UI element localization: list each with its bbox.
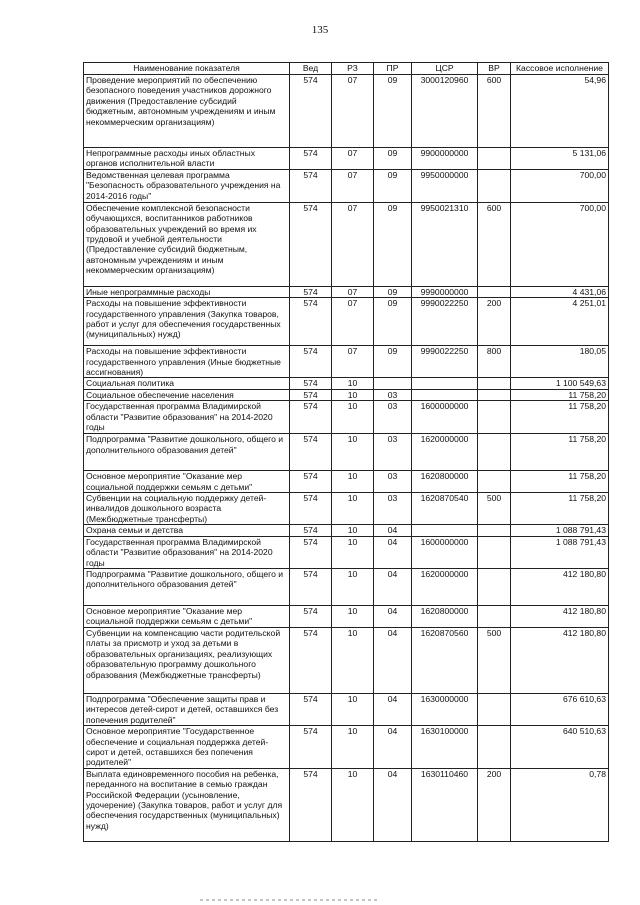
cell-amount: 412 180,80 bbox=[511, 568, 609, 605]
table-row bbox=[84, 568, 609, 605]
cell-rz: 07 bbox=[332, 286, 374, 297]
cell-amount: 180,05 bbox=[511, 346, 609, 378]
cell-csr: 1620000000 bbox=[412, 568, 478, 605]
cell-amount: 11 758,20 bbox=[511, 401, 609, 434]
cell-csr: 1600000000 bbox=[412, 401, 478, 434]
cell-amount: 4 251,01 bbox=[511, 298, 609, 346]
cell-csr: 9900000000 bbox=[412, 148, 478, 170]
cell-amount: 11 758,20 bbox=[511, 493, 609, 525]
cell-rz: 10 bbox=[332, 434, 374, 471]
table-row bbox=[84, 401, 609, 434]
table-row bbox=[84, 202, 609, 286]
cell-vr bbox=[478, 536, 511, 568]
cell-ved: 574 bbox=[290, 493, 332, 525]
cell-rz: 10 bbox=[332, 627, 374, 693]
cell-rz: 10 bbox=[332, 525, 374, 536]
cell-ved: 574 bbox=[290, 346, 332, 378]
table-row bbox=[84, 493, 609, 525]
table-row bbox=[84, 378, 609, 389]
cell-name: Обеспечение комплексной безопасности обучающихся, воспитанников работников образовательных учреждений во время их трудовой и учебной деятельности (Предоставление субсидий бюджетным, автономным учреждениям и иным некоммерческим организациям) bbox=[84, 202, 290, 286]
header-pr: ПР bbox=[374, 63, 412, 75]
header-ved: Вед bbox=[290, 63, 332, 75]
cell-pr: 04 bbox=[374, 768, 412, 841]
cell-pr: 04 bbox=[374, 536, 412, 568]
cell-csr: 1630000000 bbox=[412, 693, 478, 725]
cell-vr bbox=[478, 605, 511, 627]
cell-ved: 574 bbox=[290, 75, 332, 148]
cell-name: Основное мероприятие "Оказание мер социальной поддержки семьям с детьми" bbox=[84, 605, 290, 627]
cell-pr: 03 bbox=[374, 401, 412, 434]
cell-rz: 10 bbox=[332, 768, 374, 841]
cell-ved: 574 bbox=[290, 525, 332, 536]
cell-pr: 04 bbox=[374, 605, 412, 627]
cell-name: Выплата единовременного пособия на ребенка, переданного на воспитание в семью граждан Российской Федерации (усыновление, удочерение) (Закупка товаров, работ и услуг для обеспечения государственных (муниципальных) нужд) bbox=[84, 768, 290, 841]
table-row bbox=[84, 286, 609, 297]
cell-pr: 04 bbox=[374, 627, 412, 693]
cell-vr: 600 bbox=[478, 202, 511, 286]
cell-pr: 03 bbox=[374, 493, 412, 525]
table-row bbox=[84, 525, 609, 536]
cell-vr: 500 bbox=[478, 627, 511, 693]
cell-rz: 07 bbox=[332, 202, 374, 286]
cell-ved: 574 bbox=[290, 693, 332, 725]
budget-table bbox=[83, 62, 609, 842]
cell-vr bbox=[478, 389, 511, 400]
table-row bbox=[84, 693, 609, 725]
cell-amount: 412 180,80 bbox=[511, 627, 609, 693]
cell-ved: 574 bbox=[290, 471, 332, 493]
cell-amount: 11 758,20 bbox=[511, 434, 609, 471]
cell-name: Расходы на повышение эффективности государственного управления (Иные бюджетные ассигнования) bbox=[84, 346, 290, 378]
table-row bbox=[84, 148, 609, 170]
cell-amount: 0,78 bbox=[511, 768, 609, 841]
cell-csr bbox=[412, 378, 478, 389]
cell-ved: 574 bbox=[290, 202, 332, 286]
cell-vr bbox=[478, 471, 511, 493]
cell-ved: 574 bbox=[290, 568, 332, 605]
cell-rz: 10 bbox=[332, 568, 374, 605]
header-name: Наименование показателя bbox=[84, 63, 290, 75]
cell-csr: 1600000000 bbox=[412, 536, 478, 568]
cell-amount: 54,96 bbox=[511, 75, 609, 148]
cell-vr bbox=[478, 148, 511, 170]
cell-csr bbox=[412, 389, 478, 400]
header-vr: ВР bbox=[478, 63, 511, 75]
cell-csr: 1620870540 bbox=[412, 493, 478, 525]
table-row bbox=[84, 726, 609, 769]
cell-ved: 574 bbox=[290, 605, 332, 627]
cell-ved: 574 bbox=[290, 401, 332, 434]
header-csr: ЦСР bbox=[412, 63, 478, 75]
cell-vr bbox=[478, 286, 511, 297]
cell-rz: 07 bbox=[332, 298, 374, 346]
cell-ved: 574 bbox=[290, 768, 332, 841]
cell-csr: 9990000000 bbox=[412, 286, 478, 297]
cell-rz: 10 bbox=[332, 536, 374, 568]
table-row bbox=[84, 434, 609, 471]
cell-pr: 03 bbox=[374, 389, 412, 400]
cell-rz: 07 bbox=[332, 346, 374, 378]
cell-rz: 07 bbox=[332, 169, 374, 202]
cell-pr: 09 bbox=[374, 75, 412, 148]
cell-name: Подпрограмма "Развитие дошкольного, общего и дополнительного образования детей" bbox=[84, 434, 290, 471]
table-body bbox=[84, 75, 609, 842]
cell-ved: 574 bbox=[290, 378, 332, 389]
cell-csr: 9950000000 bbox=[412, 169, 478, 202]
cell-rz: 10 bbox=[332, 726, 374, 769]
cell-vr: 200 bbox=[478, 768, 511, 841]
page-number: 135 bbox=[311, 24, 329, 36]
cell-ved: 574 bbox=[290, 169, 332, 202]
cell-pr: 09 bbox=[374, 298, 412, 346]
cell-amount: 11 758,20 bbox=[511, 471, 609, 493]
cell-csr: 1620000000 bbox=[412, 434, 478, 471]
table-row bbox=[84, 298, 609, 346]
cell-vr bbox=[478, 525, 511, 536]
cell-vr: 600 bbox=[478, 75, 511, 148]
cell-vr bbox=[478, 693, 511, 725]
scan-artifact bbox=[200, 899, 380, 901]
table-row bbox=[84, 605, 609, 627]
cell-csr: 1620800000 bbox=[412, 605, 478, 627]
cell-ved: 574 bbox=[290, 286, 332, 297]
cell-vr bbox=[478, 378, 511, 389]
cell-pr: 09 bbox=[374, 148, 412, 170]
cell-amount: 700,00 bbox=[511, 169, 609, 202]
cell-csr: 9990022250 bbox=[412, 298, 478, 346]
cell-name: Подпрограмма "Обеспечение защиты прав и интересов детей-сирот и детей, оставшихся без попечения родителей" bbox=[84, 693, 290, 725]
cell-name: Расходы на повышение эффективности государственного управления (Закупка товаров, работ и услуг для обеспечения государственных (муниципальных) нужд) bbox=[84, 298, 290, 346]
cell-ved: 574 bbox=[290, 536, 332, 568]
cell-ved: 574 bbox=[290, 148, 332, 170]
cell-amount: 700,00 bbox=[511, 202, 609, 286]
table-row bbox=[84, 389, 609, 400]
table-row bbox=[84, 346, 609, 378]
cell-rz: 07 bbox=[332, 148, 374, 170]
cell-vr bbox=[478, 726, 511, 769]
cell-ved: 574 bbox=[290, 389, 332, 400]
cell-pr: 03 bbox=[374, 471, 412, 493]
cell-csr: 9990022250 bbox=[412, 346, 478, 378]
cell-rz: 10 bbox=[332, 378, 374, 389]
header-amount: Кассовое исполнение bbox=[511, 63, 609, 75]
cell-pr: 04 bbox=[374, 726, 412, 769]
cell-rz: 07 bbox=[332, 75, 374, 148]
cell-amount: 5 131,06 bbox=[511, 148, 609, 170]
cell-rz: 10 bbox=[332, 389, 374, 400]
cell-name: Государственная программа Владимирской области "Развитие образования" на 2014-2020 годы bbox=[84, 401, 290, 434]
cell-amount: 4 431,06 bbox=[511, 286, 609, 297]
cell-amount: 1 088 791,43 bbox=[511, 536, 609, 568]
cell-vr bbox=[478, 568, 511, 605]
cell-vr: 800 bbox=[478, 346, 511, 378]
cell-pr bbox=[374, 378, 412, 389]
table-row bbox=[84, 627, 609, 693]
cell-name: Ведомственная целевая программа "Безопасность образовательного учреждения на 2014-2016 годы" bbox=[84, 169, 290, 202]
cell-ved: 574 bbox=[290, 627, 332, 693]
cell-name: Основное мероприятие "Оказание мер социальной поддержки семьям с детьми" bbox=[84, 471, 290, 493]
cell-amount: 676 610,63 bbox=[511, 693, 609, 725]
cell-rz: 10 bbox=[332, 493, 374, 525]
cell-name: Охрана семьи и детства bbox=[84, 525, 290, 536]
table-row bbox=[84, 75, 609, 148]
cell-csr bbox=[412, 525, 478, 536]
cell-amount: 412 180,80 bbox=[511, 605, 609, 627]
cell-csr: 3000120960 bbox=[412, 75, 478, 148]
cell-csr: 1630110460 bbox=[412, 768, 478, 841]
cell-name: Субвенции на компенсацию части родительской платы за присмотр и уход за детьми в образовательных организациях, реализующих образовательную программу дошкольного образования (Межбюджетные трансферты) bbox=[84, 627, 290, 693]
cell-rz: 10 bbox=[332, 401, 374, 434]
cell-csr: 1630100000 bbox=[412, 726, 478, 769]
cell-name: Непрограммные расходы иных областных органов исполнительной власти bbox=[84, 148, 290, 170]
cell-name: Государственная программа Владимирской области "Развитие образования" на 2014-2020 годы bbox=[84, 536, 290, 568]
cell-rz: 10 bbox=[332, 605, 374, 627]
cell-vr: 200 bbox=[478, 298, 511, 346]
cell-csr: 1620800000 bbox=[412, 471, 478, 493]
cell-pr: 04 bbox=[374, 693, 412, 725]
cell-name: Субвенции на социальную поддержку детей-инвалидов дошкольного возраста (Межбюджетные трансферты) bbox=[84, 493, 290, 525]
cell-pr: 03 bbox=[374, 434, 412, 471]
cell-name: Проведение мероприятий по обеспечению безопасного поведения участников дорожного движения (Предоставление субсидий бюджетным, автономным учреждениям и иным некоммерческим организациям) bbox=[84, 75, 290, 148]
cell-vr: 500 bbox=[478, 493, 511, 525]
cell-pr: 09 bbox=[374, 286, 412, 297]
cell-pr: 09 bbox=[374, 169, 412, 202]
cell-pr: 09 bbox=[374, 346, 412, 378]
cell-name: Основное мероприятие "Государственное обеспечение и социальная поддержка детей-сирот и детей, оставшихся без попечения родителей" bbox=[84, 726, 290, 769]
table-row bbox=[84, 471, 609, 493]
cell-name: Иные непрограммные расходы bbox=[84, 286, 290, 297]
table-row bbox=[84, 768, 609, 841]
cell-name: Подпрограмма "Развитие дошкольного, общего и дополнительного образования детей" bbox=[84, 568, 290, 605]
cell-pr: 09 bbox=[374, 202, 412, 286]
cell-pr: 04 bbox=[374, 568, 412, 605]
cell-amount: 1 100 549,63 bbox=[511, 378, 609, 389]
cell-name: Социальная политика bbox=[84, 378, 290, 389]
cell-ved: 574 bbox=[290, 298, 332, 346]
cell-csr: 9950021310 bbox=[412, 202, 478, 286]
cell-rz: 10 bbox=[332, 471, 374, 493]
cell-vr bbox=[478, 401, 511, 434]
table-row bbox=[84, 536, 609, 568]
cell-amount: 11 758,20 bbox=[511, 389, 609, 400]
cell-amount: 640 510,63 bbox=[511, 726, 609, 769]
cell-pr: 04 bbox=[374, 525, 412, 536]
header-rz: РЗ bbox=[332, 63, 374, 75]
table-header-row bbox=[84, 63, 609, 75]
table-row bbox=[84, 169, 609, 202]
cell-amount: 1 088 791,43 bbox=[511, 525, 609, 536]
cell-vr bbox=[478, 434, 511, 471]
cell-vr bbox=[478, 169, 511, 202]
cell-ved: 574 bbox=[290, 726, 332, 769]
cell-name: Социальное обеспечение населения bbox=[84, 389, 290, 400]
cell-rz: 10 bbox=[332, 693, 374, 725]
cell-csr: 1620870560 bbox=[412, 627, 478, 693]
cell-ved: 574 bbox=[290, 434, 332, 471]
